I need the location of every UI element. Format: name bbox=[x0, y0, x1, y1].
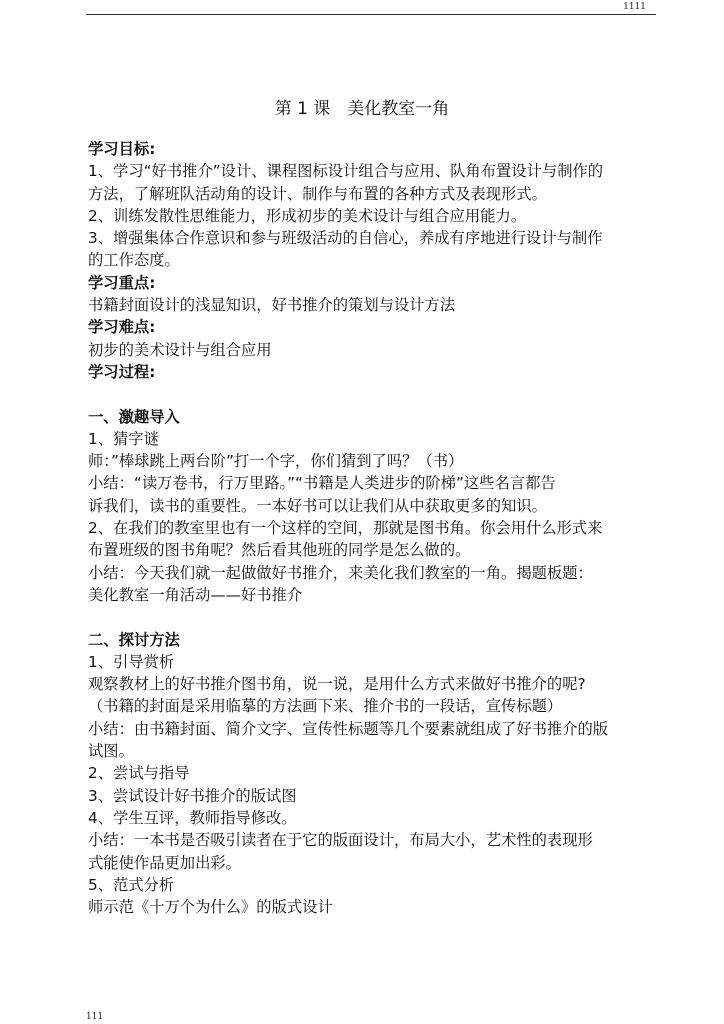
text-line: 1、猜字谜 bbox=[88, 429, 159, 448]
blank-line bbox=[88, 383, 660, 405]
text-line: 2、训练发散性思维能力，形成初步的美术设计与组合应用能力。 bbox=[88, 206, 527, 225]
text-line: 小结：一本书是否吸引读者在于它的版面设计，布局大小，艺术性的表现形 bbox=[88, 831, 593, 850]
header-page-number: 1111 bbox=[623, 2, 646, 12]
section-heading: 学习重点: bbox=[88, 273, 156, 292]
text-line: 4、学生互评，教师指导修改。 bbox=[88, 808, 297, 827]
text-line: 试图。 bbox=[88, 742, 134, 761]
text-line: 初步的美术设计与组合应用 bbox=[88, 340, 272, 359]
footer-page-number: 111 bbox=[86, 1012, 104, 1022]
section-heading: 一、激趣导入 bbox=[88, 407, 180, 426]
text-line: 师：”棒球跳上两台阶”打一个字，你们猜到了吗？（书） bbox=[88, 452, 464, 471]
text-line: 2、尝试与指导 bbox=[88, 764, 190, 783]
text-line: 小结：由书籍封面、简介文字、宣传性标题等几个要素就组成了好书推介的版 bbox=[88, 719, 609, 738]
header-rule bbox=[86, 14, 656, 15]
text-line: 布置班级的图书角呢？然后看其他班的同学是怎么做的。 bbox=[88, 541, 471, 560]
text-line: 5、范式分析 bbox=[88, 875, 175, 894]
text-line: 3、增强集体合作意识和参与班级活动的自信心，养成有序地进行设计与制作 bbox=[88, 229, 603, 248]
text-line: 1、引导赏析 bbox=[88, 652, 175, 671]
text-line: 式能使作品更加出彩。 bbox=[88, 853, 241, 872]
text-line: 书籍封面设计的浅显知识，好书推介的策划与设计方法 bbox=[88, 296, 456, 315]
lesson-title: 第 1 课 美化教室一角 bbox=[274, 99, 450, 119]
text-line: 师示范《十万个为什么》的版式设计 bbox=[88, 898, 333, 917]
text-line: 观察教材上的好书推介图书角，说一说，是用什么方式来做好书推介的呢? bbox=[88, 675, 586, 694]
section-heading: 学习过程: bbox=[88, 362, 156, 381]
text-line: 的工作态度。 bbox=[88, 251, 180, 270]
text-line: 诉我们，读书的重要性。一本好书可以让我们从中获取更多的知识。 bbox=[88, 496, 547, 515]
document-body bbox=[88, 138, 660, 918]
blank-line bbox=[88, 606, 660, 628]
section-heading: 学习目标: bbox=[88, 140, 156, 158]
text-line: 美化教室一角活动——好书推介 bbox=[88, 585, 303, 604]
text-line: 小结：“读万卷书，行万里路。”“书籍是人类进步的阶梯”这些名言都告 bbox=[88, 474, 556, 493]
text-line: （书籍的封面是采用临摹的方法画下来、推介书的一段话，宣传标题） bbox=[88, 697, 563, 716]
text-line: 2、在我们的教室里也有一个这样的空间，那就是图书角。你会用什么形式来 bbox=[88, 519, 603, 538]
text-line: 1、学习“好书推介”设计、课程图标设计组合与应用、队角布置设计与制作的 bbox=[88, 162, 604, 181]
section-heading: 学习难点: bbox=[88, 318, 156, 337]
section-heading: 二、探讨方法 bbox=[88, 630, 180, 649]
text-line: 方法，了解班队活动角的设计、制作与布置的各种方式及表现形式。 bbox=[88, 184, 547, 203]
text-line: 小结：今天我们就一起做做好书推介，来美化我们教室的一角。揭题板题： bbox=[88, 563, 593, 582]
text-line: 3、尝试设计好书推介的版试图 bbox=[88, 786, 297, 805]
